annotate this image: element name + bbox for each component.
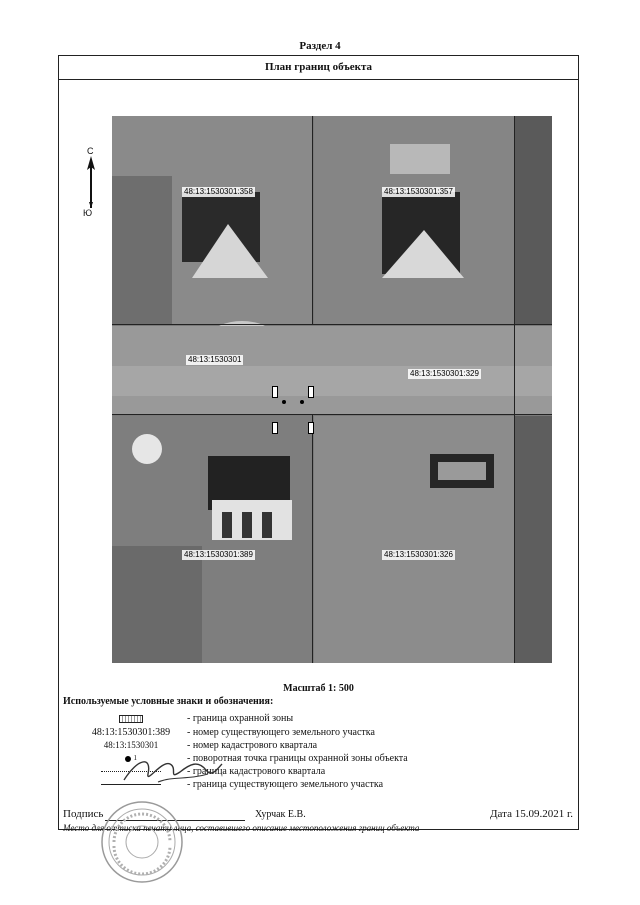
parcel-label: 48:13:1530301:326 bbox=[384, 550, 453, 559]
map-area bbox=[242, 512, 252, 538]
map-area bbox=[514, 116, 552, 324]
document-frame bbox=[58, 55, 579, 833]
map-area bbox=[514, 416, 552, 663]
legend-description: - граница охранной зоны bbox=[187, 713, 294, 724]
protection-zone-marker bbox=[308, 386, 314, 398]
legend-item bbox=[59, 726, 578, 739]
legend-description: - номер существующего земельного участка bbox=[187, 727, 375, 738]
map-area bbox=[132, 434, 162, 464]
handwritten-signature bbox=[118, 750, 228, 790]
turning-point bbox=[282, 400, 286, 404]
legend-item bbox=[59, 712, 578, 725]
legend-description: - номер кадастрового квартала bbox=[187, 740, 318, 751]
quarter-boundary bbox=[112, 324, 552, 325]
protection-zone-symbol bbox=[81, 712, 181, 725]
legend-symbol-parcel-number: 48:13:1530301:389 bbox=[91, 727, 171, 738]
roof-shape bbox=[182, 216, 272, 286]
protection-zone-marker bbox=[272, 422, 278, 434]
compass-north-label: С bbox=[87, 146, 94, 156]
roof-shape bbox=[374, 220, 470, 286]
parcel-label: 48:13:1530301:357 bbox=[384, 187, 453, 196]
parcel-boundary bbox=[312, 116, 313, 324]
turning-point-number: 1 bbox=[133, 754, 137, 762]
parcel-label: 48:13:1530301:358 bbox=[184, 187, 253, 196]
legend-description: - граница кадастрового квартала bbox=[187, 766, 326, 777]
plan-title: План границ объекта bbox=[59, 56, 578, 80]
signer-name: Хурчак Е.В. bbox=[255, 809, 306, 820]
stamp-seal bbox=[100, 800, 184, 884]
quarter-boundary bbox=[112, 414, 552, 415]
protection-zone-marker bbox=[272, 386, 278, 398]
aerial-map bbox=[112, 116, 552, 663]
map-area bbox=[438, 462, 486, 480]
quarter-label: 48:13:1530301 bbox=[188, 355, 242, 364]
map-area bbox=[222, 512, 232, 538]
protection-zone-marker bbox=[308, 422, 314, 434]
compass bbox=[81, 146, 101, 226]
legend-symbol-quarter-number: 48:13:1530301 bbox=[103, 740, 159, 750]
road bbox=[112, 366, 552, 396]
legend-description: - поворотная точка границы охранной зоны объекта bbox=[187, 753, 408, 764]
parcel-label: 48:13:1530301:389 bbox=[184, 550, 253, 559]
section-heading: Раздел 4 bbox=[299, 40, 341, 52]
legend-description: - граница существующего земельного участка bbox=[187, 779, 384, 790]
signature-label: Подпись bbox=[63, 808, 104, 820]
map-scale: Масштаб 1: 500 bbox=[283, 683, 354, 694]
compass-south-label: Ю bbox=[83, 208, 93, 218]
stamp-place-note: Место для оттиска печати лица, составившего описание местоположения границ объекта bbox=[63, 823, 420, 833]
turning-point bbox=[300, 400, 304, 404]
parcel-label: 48:13:1530301:329 bbox=[410, 369, 479, 378]
map-area bbox=[112, 546, 202, 663]
map-area bbox=[262, 512, 272, 538]
parcel-boundary bbox=[514, 116, 515, 663]
map-area bbox=[112, 176, 172, 324]
parcel-boundary bbox=[312, 414, 313, 663]
document-date: Дата 15.09.2021 г. bbox=[490, 808, 573, 820]
map-area bbox=[390, 144, 450, 174]
legend-title: Используемые условные знаки и обозначения: bbox=[63, 696, 274, 707]
